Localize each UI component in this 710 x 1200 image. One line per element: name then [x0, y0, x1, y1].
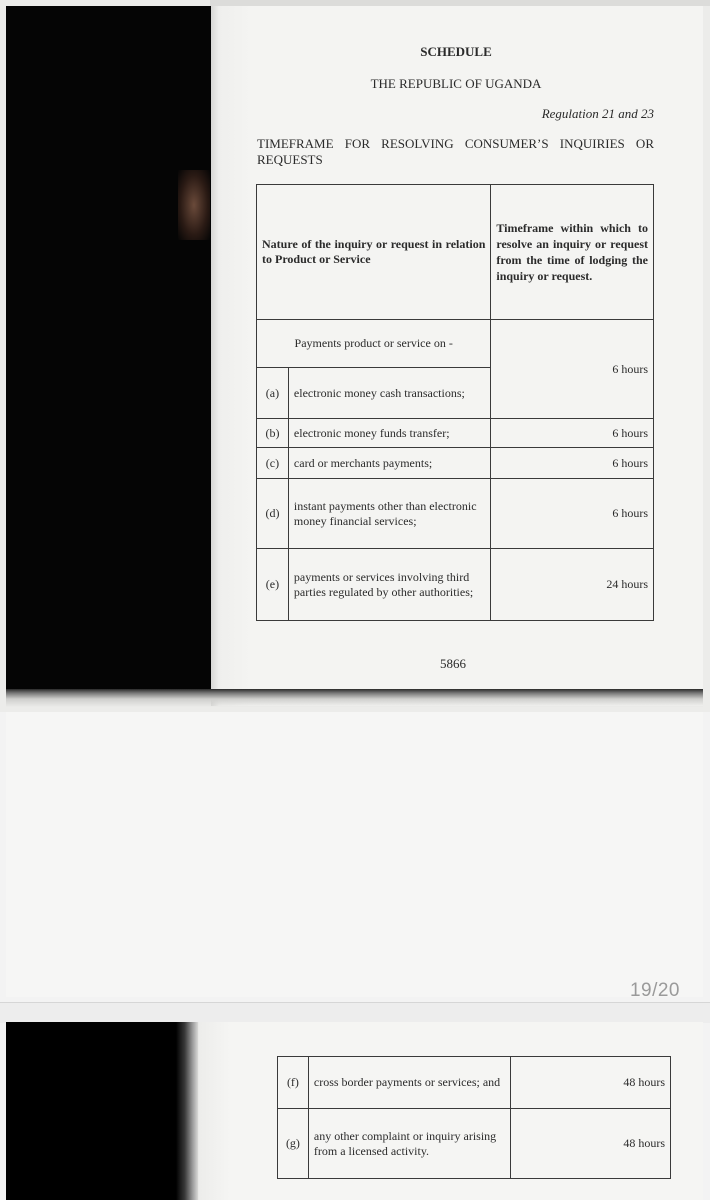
row-b-time: 6 hours	[491, 419, 654, 448]
row-c-label: (c)	[257, 448, 289, 479]
row-e-time: 24 hours	[491, 549, 654, 621]
light-reflection	[178, 170, 210, 240]
table-section-row	[257, 320, 654, 368]
row-e-text: payments or services involving third parties regulated by other authorities;	[288, 549, 490, 621]
table-row	[257, 549, 654, 621]
row-e-label: (e)	[257, 549, 289, 621]
row-g-time: 48 hours	[510, 1109, 670, 1179]
row-f-time: 48 hours	[510, 1057, 670, 1109]
regulation-reference: Regulation 21 and 23	[541, 106, 654, 121]
schedule-heading: TIMEFRAME FOR RESOLVING CONSUMER’S INQUIRIES OR	[257, 136, 654, 151]
row-a-text: electronic money cash transactions;	[288, 368, 490, 419]
page-number: 5866	[440, 656, 466, 671]
row-d-label: (d)	[257, 479, 289, 549]
table-row	[278, 1057, 671, 1109]
republic-title: THE REPUBLIC OF UGANDA	[370, 76, 542, 91]
row-b-text: electronic money funds transfer;	[288, 419, 490, 448]
row-d-text: instant payments other than electronic money financial services;	[288, 479, 490, 549]
col-header-nature: Nature of the inquiry or request in relation to Product or Service	[257, 185, 491, 320]
col-header-timeframe: Timeframe within which to resolve an inquiry or request from the time of lodging the inquiry or request.	[491, 185, 654, 320]
row-f-label: (f)	[278, 1057, 309, 1109]
table-row	[257, 479, 654, 549]
page-counter: 19/20	[629, 980, 680, 1001]
row-b-label: (b)	[257, 419, 289, 448]
dark-background-left	[6, 6, 211, 689]
row-f-text: cross border payments or services; and	[308, 1057, 510, 1109]
page-fold-shadow	[176, 1022, 198, 1200]
page-separator	[0, 1002, 710, 1023]
row-a-time: 6 hours	[491, 320, 654, 419]
table-row	[278, 1109, 671, 1179]
schedule-title: SCHEDULE	[420, 44, 492, 59]
timeframe-table	[256, 184, 654, 621]
row-c-time: 6 hours	[491, 448, 654, 479]
row-c-text: card or merchants payments;	[288, 448, 490, 479]
table-row	[257, 419, 654, 448]
table-header-row	[257, 185, 654, 320]
row-a-label: (a)	[257, 368, 289, 419]
schedule-heading-cont: REQUESTS	[257, 152, 323, 167]
row-g-text: any other complaint or inquiry arising from a licensed activity.	[308, 1109, 510, 1179]
row-g-label: (g)	[278, 1109, 309, 1179]
row-d-time: 6 hours	[491, 479, 654, 549]
page-bottom-shadow	[6, 689, 703, 707]
blank-page	[6, 712, 703, 997]
table-row	[257, 448, 654, 479]
section-label: Payments product or service on -	[257, 320, 491, 368]
timeframe-table-continued	[277, 1056, 671, 1179]
